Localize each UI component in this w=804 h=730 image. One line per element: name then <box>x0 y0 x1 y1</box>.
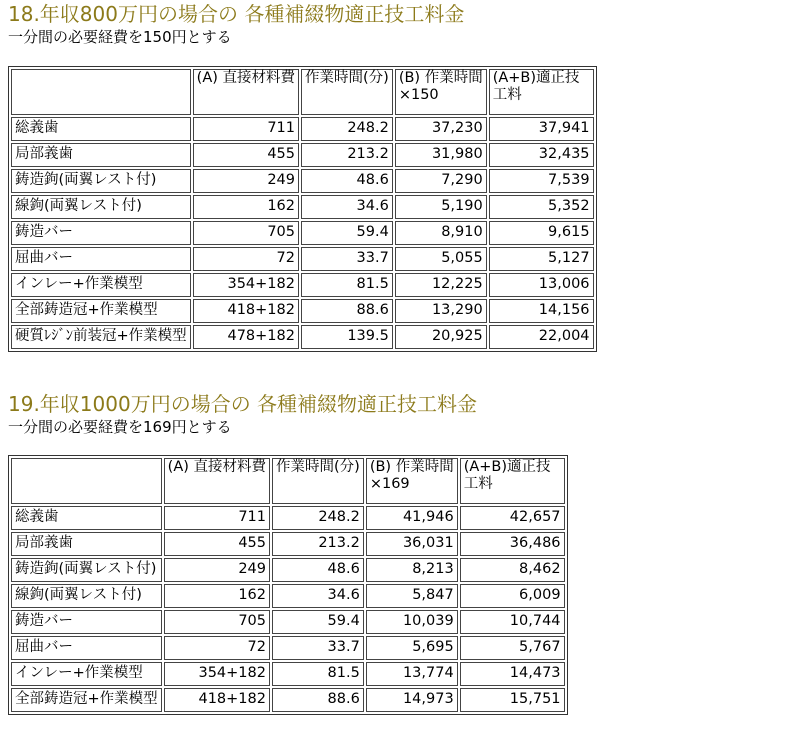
row-material: 418+182 <box>193 299 299 323</box>
row-name: 鋳造バー <box>11 221 191 245</box>
section-1000man <box>8 390 561 707</box>
section-title: 18.年収800万円の場合の 各種補綴物適正技工料金 <box>8 2 465 26</box>
row-time: 34.6 <box>301 195 393 219</box>
table-row <box>11 558 565 582</box>
row-work: 5,695 <box>366 636 458 660</box>
table-row <box>11 584 565 608</box>
table-row <box>11 636 565 660</box>
row-name: インレー+作業模型 <box>11 662 162 686</box>
row-material: 354+182 <box>193 273 299 297</box>
row-time: 59.4 <box>301 221 393 245</box>
row-material: 705 <box>164 610 270 634</box>
row-material: 162 <box>193 195 299 219</box>
row-fee: 9,615 <box>489 221 594 245</box>
row-fee: 32,435 <box>489 143 594 167</box>
row-material: 72 <box>164 636 270 660</box>
row-time: 81.5 <box>301 273 393 297</box>
row-name: 局部義歯 <box>11 532 162 556</box>
table-body <box>11 506 565 712</box>
row-work: 8,213 <box>366 558 458 582</box>
table-row <box>11 273 594 297</box>
row-name: 総義歯 <box>11 117 191 141</box>
table-header-row <box>11 69 594 115</box>
row-time: 213.2 <box>272 532 364 556</box>
row-time: 81.5 <box>272 662 364 686</box>
row-time: 33.7 <box>301 247 393 271</box>
row-fee: 8,462 <box>460 558 565 582</box>
row-time: 248.2 <box>301 117 393 141</box>
row-fee: 10,744 <box>460 610 565 634</box>
row-time: 88.6 <box>272 688 364 712</box>
table-row <box>11 688 565 712</box>
row-name: 全部鋳造冠+作業模型 <box>11 688 162 712</box>
fee-table <box>8 455 568 715</box>
header-fee: (A+B) 適正技 工料 <box>460 458 565 504</box>
table-row <box>11 169 594 193</box>
header-time: 作業時間(分) <box>301 69 393 115</box>
row-time: 59.4 <box>272 610 364 634</box>
table-row <box>11 247 594 271</box>
row-fee: 37,941 <box>489 117 594 141</box>
row-fee: 14,473 <box>460 662 565 686</box>
row-material: 249 <box>193 169 299 193</box>
row-name: 鋳造鉤(両翼レスト付) <box>11 169 191 193</box>
row-time: 34.6 <box>272 584 364 608</box>
row-time: 139.5 <box>301 325 393 349</box>
header-work: (B) 作業時間 ×169 <box>366 458 458 504</box>
row-name: 硬質ﾚｼﾞﾝ前装冠+作業模型 <box>11 325 191 349</box>
table-row <box>11 299 594 323</box>
section-subtitle: 一分間の必要経費を169円とする <box>8 418 232 436</box>
table-row <box>11 221 594 245</box>
header-time: 作業時間(分) <box>272 458 364 504</box>
row-time: 48.6 <box>272 558 364 582</box>
row-material: 249 <box>164 558 270 582</box>
row-name: 線鉤(両翼レスト付) <box>11 584 162 608</box>
row-work: 13,774 <box>366 662 458 686</box>
row-work: 5,055 <box>395 247 487 271</box>
row-time: 248.2 <box>272 506 364 530</box>
section-subtitle: 一分間の必要経費を150円とする <box>8 28 232 46</box>
row-fee: 5,127 <box>489 247 594 271</box>
row-name: 鋳造バー <box>11 610 162 634</box>
row-name: 線鉤(両翼レスト付) <box>11 195 191 219</box>
row-fee: 5,352 <box>489 195 594 219</box>
table-row <box>11 506 565 530</box>
row-work: 41,946 <box>366 506 458 530</box>
row-material: 455 <box>164 532 270 556</box>
row-work: 7,290 <box>395 169 487 193</box>
row-work: 10,039 <box>366 610 458 634</box>
row-time: 48.6 <box>301 169 393 193</box>
row-name: 屈曲バー <box>11 636 162 660</box>
row-work: 36,031 <box>366 532 458 556</box>
row-fee: 36,486 <box>460 532 565 556</box>
row-material: 455 <box>193 143 299 167</box>
row-name: 全部鋳造冠+作業模型 <box>11 299 191 323</box>
row-fee: 7,539 <box>489 169 594 193</box>
row-material: 72 <box>193 247 299 271</box>
table-row <box>11 143 594 167</box>
section-title: 19.年収1000万円の場合の 各種補綴物適正技工料金 <box>8 392 478 416</box>
header-blank <box>11 458 162 504</box>
row-name: 鋳造鉤(両翼レスト付) <box>11 558 162 582</box>
fee-table <box>8 66 597 352</box>
row-fee: 22,004 <box>489 325 594 349</box>
section-800man <box>8 0 590 344</box>
table-body <box>11 117 594 349</box>
row-material: 711 <box>164 506 270 530</box>
row-work: 37,230 <box>395 117 487 141</box>
header-material: (A) 直接材料費 <box>193 69 299 115</box>
row-fee: 13,006 <box>489 273 594 297</box>
row-name: 総義歯 <box>11 506 162 530</box>
row-fee: 15,751 <box>460 688 565 712</box>
row-work: 5,190 <box>395 195 487 219</box>
table-row <box>11 195 594 219</box>
row-material: 711 <box>193 117 299 141</box>
header-work: (B) 作業時間 ×150 <box>395 69 487 115</box>
table-row <box>11 117 594 141</box>
header-material: (A) 直接材料費 <box>164 458 270 504</box>
row-fee: 42,657 <box>460 506 565 530</box>
row-time: 213.2 <box>301 143 393 167</box>
row-fee: 6,009 <box>460 584 565 608</box>
table-row <box>11 610 565 634</box>
row-fee: 5,767 <box>460 636 565 660</box>
table-row <box>11 662 565 686</box>
header-fee: (A+B) 適正技 工料 <box>489 69 594 115</box>
row-work: 14,973 <box>366 688 458 712</box>
table-row <box>11 325 594 349</box>
row-work: 13,290 <box>395 299 487 323</box>
row-name: 局部義歯 <box>11 143 191 167</box>
table-header-row <box>11 458 565 504</box>
row-time: 33.7 <box>272 636 364 660</box>
row-material: 354+182 <box>164 662 270 686</box>
row-work: 8,910 <box>395 221 487 245</box>
row-material: 478+182 <box>193 325 299 349</box>
row-work: 5,847 <box>366 584 458 608</box>
row-material: 162 <box>164 584 270 608</box>
row-material: 418+182 <box>164 688 270 712</box>
header-blank <box>11 69 191 115</box>
row-time: 88.6 <box>301 299 393 323</box>
table-row <box>11 532 565 556</box>
row-work: 31,980 <box>395 143 487 167</box>
row-work: 20,925 <box>395 325 487 349</box>
row-name: インレー+作業模型 <box>11 273 191 297</box>
row-work: 12,225 <box>395 273 487 297</box>
row-name: 屈曲バー <box>11 247 191 271</box>
row-fee: 14,156 <box>489 299 594 323</box>
row-material: 705 <box>193 221 299 245</box>
